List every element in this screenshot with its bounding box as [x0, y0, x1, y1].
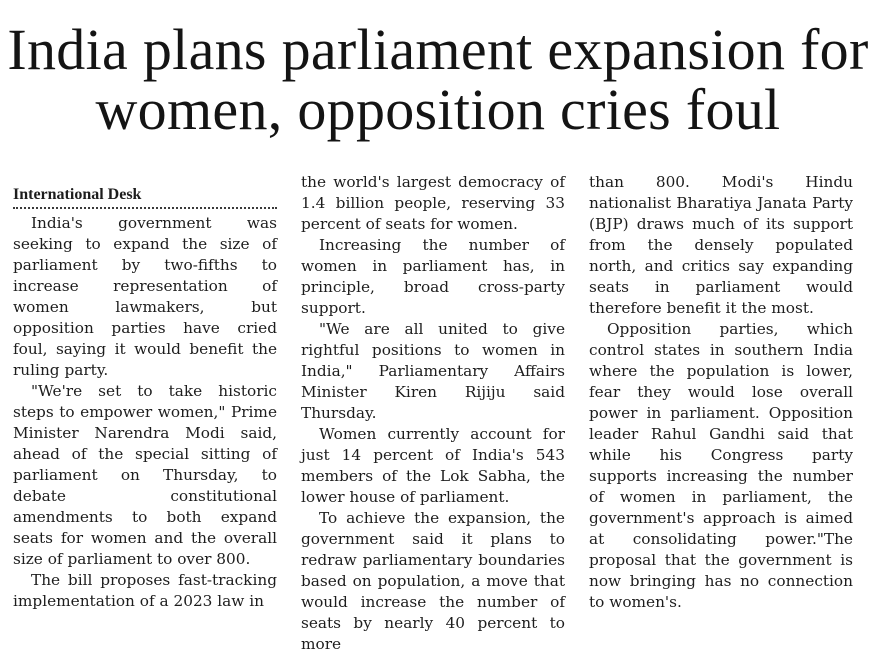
- paragraph: Women currently account for just 14 percent of India's 543 members of the Lok Sabha, the lower house of parliament.: [301, 425, 565, 506]
- article-column-1: [13, 172, 277, 612]
- desk-label: International Desk: [13, 185, 277, 209]
- paragraph: "We're set to take historic steps to empower women," Prime Minister Narendra Modi said, ahead of the special sitting of parliament on Thursday, to debate constitutional amendments to both expand seats for women and the overall size of parliament to over 800.: [13, 382, 277, 568]
- paragraph: Increasing the number of women in parliament has, in principle, broad cross-party support.: [301, 236, 565, 317]
- article-column-3: [589, 172, 853, 613]
- paragraph: the world's largest democracy of 1.4 billion people, reserving 33 percent of seats for women.: [301, 173, 565, 233]
- paragraph: "We are all united to give rightful positions to women in India," Parliamentary Affairs Minister Kiren Rijiju said Thursday.: [301, 320, 565, 422]
- paragraph: The bill proposes fast-tracking implementation of a 2023 law in: [13, 571, 277, 610]
- paragraph: Opposition parties, which control states in southern India where the population is lower, fear they would lose overall power in parliament. Opposition leader Rahul Gandhi said that while his Congress party supports increasing the number of women in parliament, the government's approach is aimed at consolidating power."The proposal that the government is now bringing has no connection to women's.: [589, 320, 853, 611]
- paragraph: To achieve the expansion, the government said it plans to redraw parliamentary boundaries based on population, a move that would increase the number of seats by nearly 40 percent to more: [301, 509, 565, 653]
- article-column-2: [301, 172, 565, 655]
- paragraph: India's government was seeking to expand the size of parliament by two-fifths to increase representation of women lawmakers, but opposition parties have cried foul, saying it would benefit the ruling party.: [13, 214, 277, 379]
- paragraph: than 800. Modi's Hindu nationalist Bharatiya Janata Party (BJP) draws much of its support from the densely populated north, and critics say expanding seats in parliament would therefore benefit it the most.: [589, 173, 853, 317]
- headline: India plans parliament expansion for women, opposition cries foul: [7, 17, 869, 142]
